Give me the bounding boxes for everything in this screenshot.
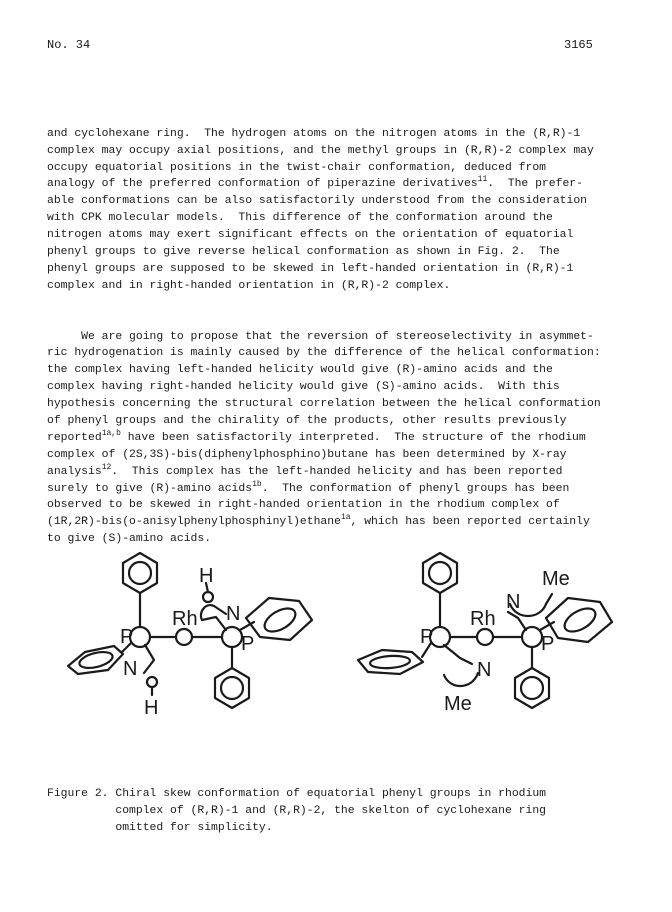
left-lower-n-label: N [123,658,138,680]
text-line: phenyl groups are supposed to be skewed in left-handed orientation in (R,R)-1 [47,262,574,275]
right-lower-n-label: N [477,659,492,681]
left-p-right-label: P [241,633,255,655]
left-top-h-label: H [199,565,214,587]
phenyl-ring-icon [123,553,157,593]
text-line: nitrogen atoms may exert significant effects on the orientation of equatorial [47,229,574,242]
figure-2-structures [40,540,640,730]
text-line: to give (S)-amino acids. [47,533,212,546]
text-segment: . This complex has the left-handed helicity and has been reported [111,465,563,478]
text-line [47,481,637,498]
reference-superscript: 12 [101,462,112,472]
text-line: hypothesis concerning the structural correlation between the helical conformation [47,398,601,411]
reference-superscript: 1a,b [101,428,121,438]
paragraph-2 [47,329,637,549]
right-upper-n-label: N [506,591,521,613]
text-segment: . The prefer- [487,178,583,191]
text-line: able conformations can be also satisfactorily understood from the consideration [47,195,588,208]
text-line: complex of (2S,3S)-bis(diphenylphosphino)butane has been determined by X-ray [47,448,567,461]
right-p-right-label: P [541,633,555,655]
left-bottom-h-label: H [144,697,159,719]
right-top-me-label: Me [542,568,570,590]
phenyl-ring-icon [515,668,549,708]
text-segment: have been satisfactorily interpreted. The structure of the rhodium [120,431,586,444]
text-line [47,430,637,447]
text-line: complex may occupy axial positions, and the methyl groups in (R,R)-2 complex may [47,144,594,157]
right-structure [358,553,612,708]
text-line: phenyl groups to give reverse helical conformation as shown in Fig. 2. The [47,246,560,259]
text-segment: . The conformation of phenyl groups has been [261,482,570,495]
text-line [47,514,637,531]
text-segment: analogy of the preferred conformation of piperazine derivatives [47,178,478,191]
text-line: with CPK molecular models. This difference of the conformation around the [47,212,553,225]
figure-caption [47,786,637,837]
text-segment: , which has been reported certainly [350,516,590,529]
text-line: Figure 2. Chiral skew conformation of equatorial phenyl groups in rhodium [47,788,546,800]
text-line [47,176,637,193]
text-segment: reported [47,431,102,444]
right-rh-label: Rh [470,608,496,630]
text-line: of phenyl groups and the chirality of the products, other results previously [47,414,567,427]
reference-superscript: 1a [340,513,351,523]
text-line: complex having right-handed helicity would give (S)-amino acids. With this [47,381,560,394]
page-number: 3165 [564,38,593,52]
reference-superscript: 11 [477,175,488,185]
text-line: omitted for simplicity. [47,821,273,834]
journal-issue-number: No. 34 [47,38,91,52]
body-text [47,92,637,565]
text-line: the complex having left-handed helicity would give (R)-amino acids and the [47,364,553,377]
skewed-phenyl-icon [68,646,123,674]
text-line: complex and in right-handed orientation in (R,R)-2 complex. [47,279,451,292]
phenyl-ring-icon [215,668,249,708]
skewed-phenyl-icon [246,598,312,640]
text-line: We are going to propose that the reversion of stereoselectivity in asymmet- [47,330,594,343]
paragraph-1 [47,126,637,295]
reference-superscript: 1b [252,479,262,489]
text-segment: surely to give (R)-amino acids [47,482,253,495]
left-rh-label: Rh [172,608,198,630]
text-line: observed to be skewed in right-handed orientation in the rhodium complex of [47,499,560,512]
text-line: complex of (R,R)-1 and (R,R)-2, the skelton of cyclohexane ring [47,804,546,817]
left-p-label: P [120,626,134,648]
left-structure [68,553,312,708]
text-segment: (1R,2R)-bis(o-anisylphenylphosphinyl)ethane [47,516,341,529]
text-line: occupy equatorial positions in the twist-chair conformation, deduced from [47,161,546,174]
left-upper-n-label: N [226,603,241,625]
text-line [47,464,637,481]
text-line: ric hydrogenation is mainly caused by the difference of the helical conformation: [47,347,601,360]
text-line: and cyclohexane ring. The hydrogen atoms on the nitrogen atoms in the (R,R)-1 [47,127,581,140]
right-bottom-me-label: Me [444,693,472,715]
text-segment: analysis [47,465,102,478]
skewed-phenyl-icon [358,650,423,674]
skewed-phenyl-icon [546,598,612,642]
right-p-label: P [420,626,434,648]
phenyl-ring-icon [423,553,457,593]
